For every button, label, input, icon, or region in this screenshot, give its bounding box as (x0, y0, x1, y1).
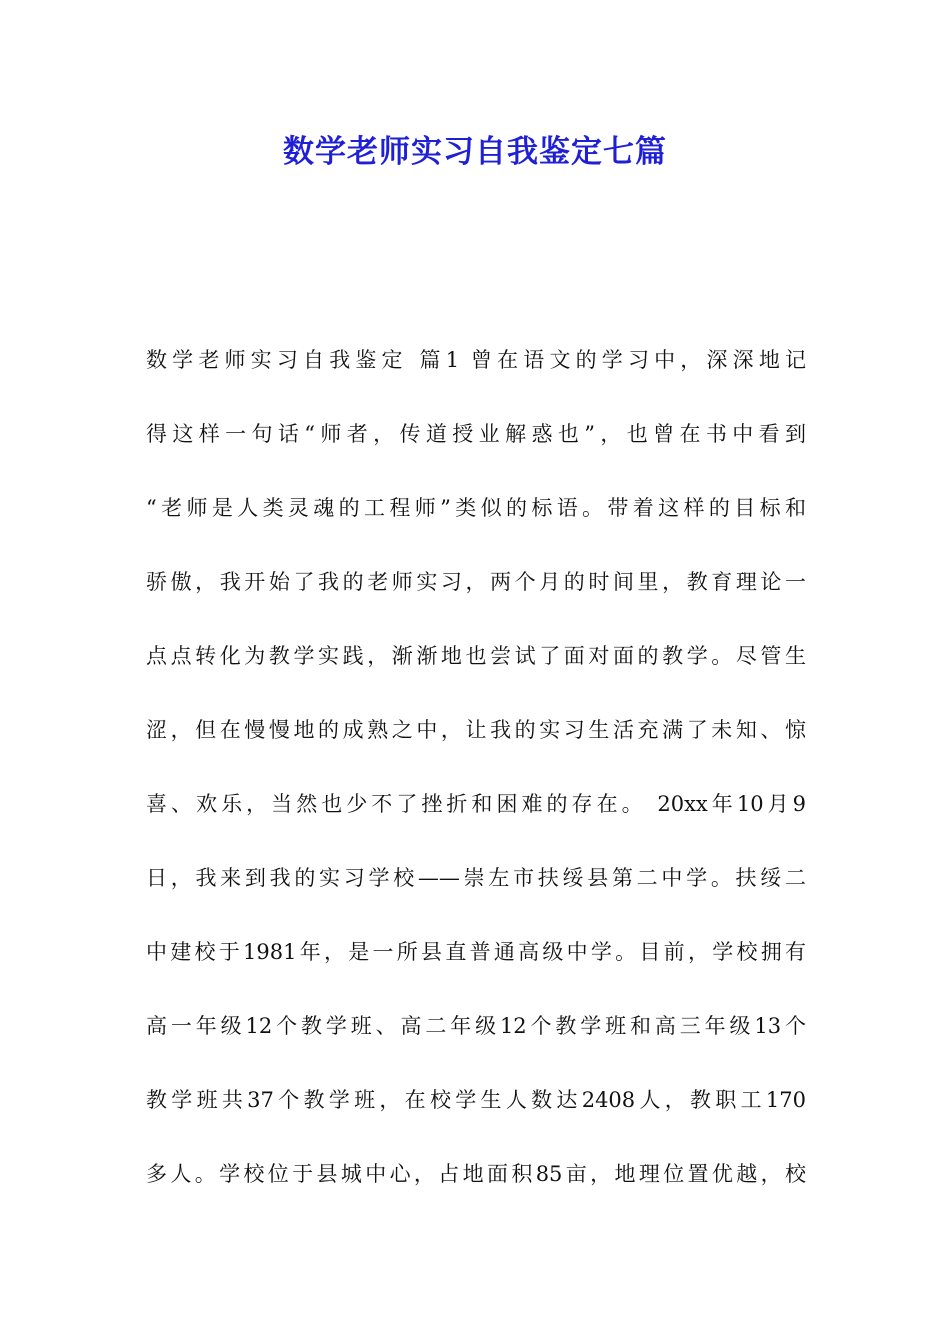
body-line-3: “老师是人类灵魂的工程师”类似的标语。带着这样的目标和 (146, 496, 806, 520)
body-line-4: 骄傲，我开始了我的老师实习，两个月的时间里，教育理论一 (146, 570, 806, 594)
body-line-6: 涩，但在慢慢地的成熟之中，让我的实习生活充满了未知、惊 (146, 718, 806, 742)
document-body (146, 340, 806, 1228)
body-line-7: 喜、欢乐，当然也少不了挫折和困难的存在。 20xx年10月9 (146, 792, 806, 816)
body-line-9: 中建校于1981年，是一所县直普通高级中学。目前，学校拥有 (146, 940, 806, 964)
body-line-2: 得这样一句话“师者，传道授业解惑也”，也曾在书中看到 (146, 422, 806, 446)
document-title: 数学老师实习自我鉴定七篇 (283, 134, 667, 170)
body-line-12: 多人。学校位于县城中心，占地面积85亩，地理位置优越，校 (146, 1162, 806, 1186)
body-line-5: 点点转化为教学实践，渐渐地也尝试了面对面的教学。尽管生 (146, 644, 806, 668)
body-line-10: 高一年级12个教学班、高二年级12个教学班和高三年级13个 (146, 1014, 806, 1038)
body-line-8: 日，我来到我的实习学校——崇左市扶绥县第二中学。扶绥二 (146, 866, 806, 890)
body-line-1: 数学老师实习自我鉴定 篇1 曾在语文的学习中，深深地记 (146, 348, 806, 372)
body-line-11: 教学班共37个教学班，在校学生人数达2408人，教职工170 (146, 1088, 806, 1112)
